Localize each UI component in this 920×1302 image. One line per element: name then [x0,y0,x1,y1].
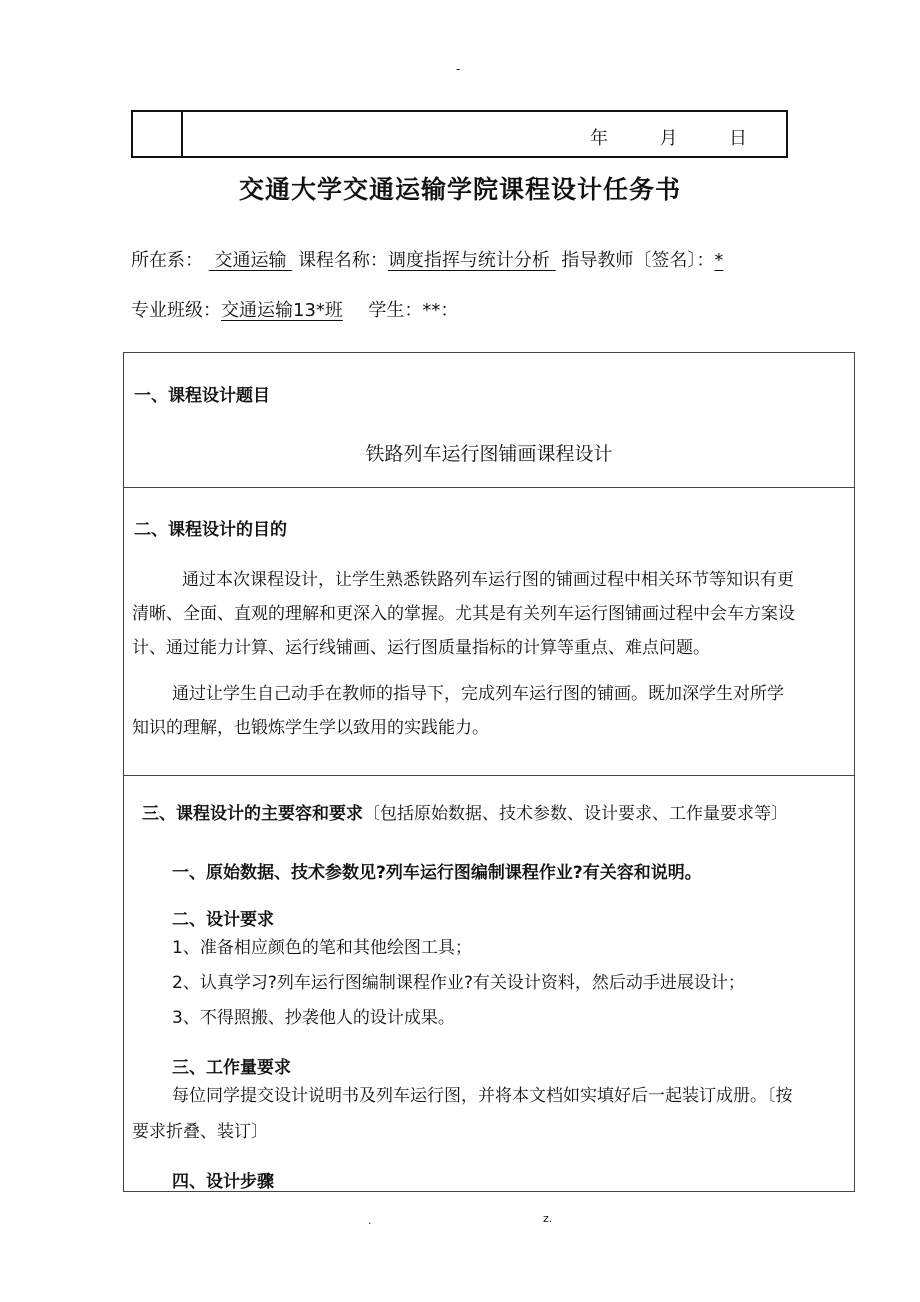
section3-sub4: 四、设计步骤 [172,1172,274,1192]
course-label: 课程名称： [297,250,388,271]
info-line-1 [131,246,723,272]
workload-line-1: 每位同学提交设计说明书及列车运行图，并将本文档如实填好后一起装订成册。〔按 [172,1086,793,1106]
student-value: **： [422,300,459,321]
year-label: 年 [590,128,608,149]
req-item-1: 1、准备相应颜色的笔和其他绘图工具； [172,938,472,958]
section3-sub3: 三、工作量要求 [172,1058,291,1078]
teacher-value: * [714,250,724,271]
req-item-3: 3、不得照搬、抄袭他人的设计成果。 [172,1008,455,1028]
section2-line-5: 知识的理解，也锻炼学生学以致用的实践能力。 [132,718,489,738]
footer-dot: . [368,1214,372,1227]
divider-2 [124,775,854,776]
course-value: 调度指挥与统计分析 [387,250,550,271]
month-label: 月 [659,128,678,149]
section3-heading-note: 〔包括原始数据、技术参数、设计要求、工作量要求等〕 [363,804,788,824]
section2-line-2: 清晰、全面、直观的理解和更深入的掌握。尤其是有关列车运行图铺画过程中会车方案设 [132,604,795,624]
footer-z: z. [543,1212,553,1225]
section2-line-3: 计、通过能力计算、运行线铺画、运行图质量指标的计算等重点、难点问题。 [132,638,710,658]
document-title: 交通大学交通运输学院课程设计任务书 [238,175,681,204]
info-line-2 [131,296,458,322]
section3-heading-line [142,797,788,832]
section2-line-1: 通过本次课程设计，让学生熟悉铁路列车运行图的铺画过程中相关环节等知识有更 [182,570,794,590]
section2-line-4: 通过让学生自己动手在教师的指导下，完成列车运行图的铺画。既加深学生对所学 [172,684,784,704]
date-table-left-cell [133,112,183,156]
date-labels [590,124,747,150]
class-label: 专业班级： [131,300,221,321]
divider-1 [124,487,854,488]
class-value: 交通运输13*班 [221,300,343,321]
workload-line-2: 要求折叠、装订〕 [132,1122,268,1142]
req-item-2: 2、认真学习?列车运行图编制课程作业?有关设计资料，然后动手进展设计； [172,973,745,993]
dept-value: 交通运输 [214,250,287,271]
date-table [131,110,788,158]
teacher-label: 指导教师〔签名〕： [561,250,715,271]
task-table [123,352,855,1192]
section1-heading: 一、课程设计题目 [134,386,270,406]
student-label: 学生： [368,300,423,321]
section3-sub1: 一、原始数据、技术参数见?列车运行图编制课程作业?有关容和说明。 [172,863,702,883]
section3-sub2: 二、设计要求 [172,910,274,930]
section2-heading: 二、课程设计的目的 [134,520,287,540]
section3-heading: 三、课程设计的主要容和要求 [142,804,363,824]
header-mark: - [456,62,461,76]
section1-topic: 铁路列车运行图铺画课程设计 [365,443,613,465]
day-label: 日 [728,128,747,149]
dept-label: 所在系： [131,250,203,271]
